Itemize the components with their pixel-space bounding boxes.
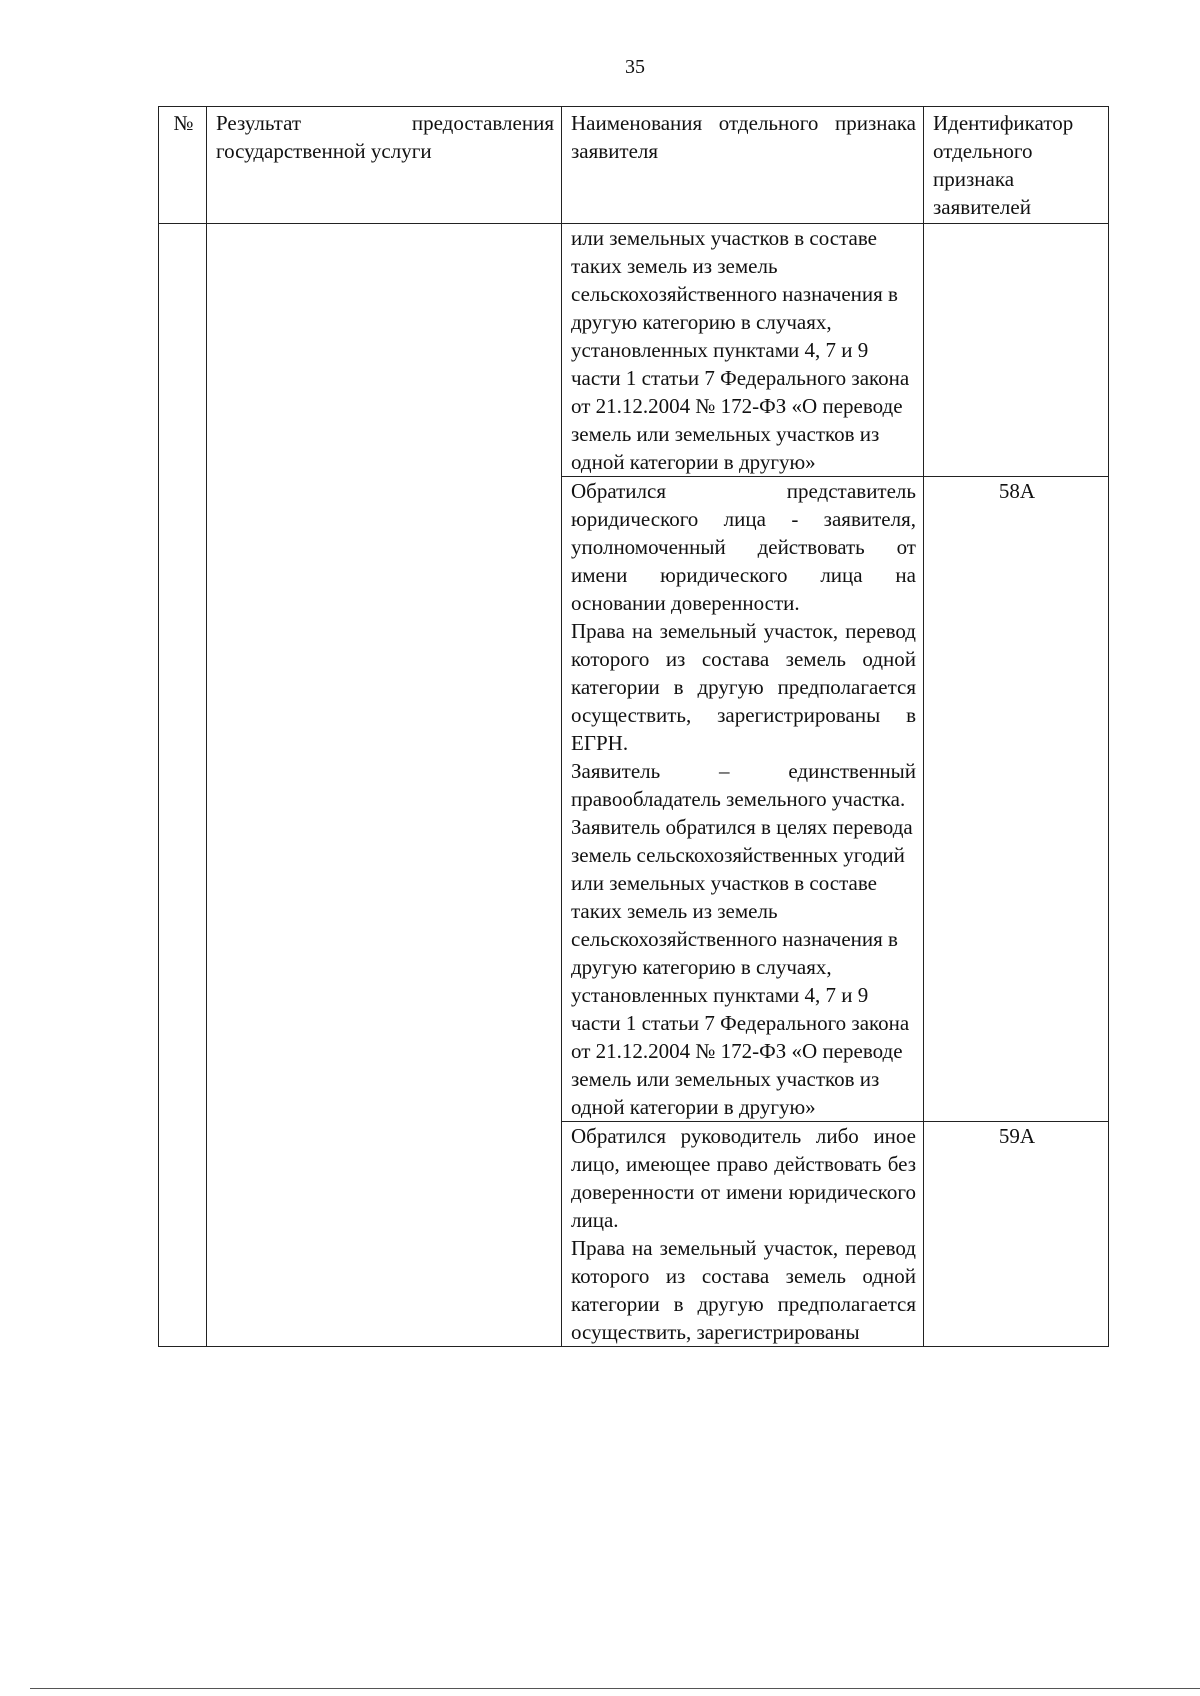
row-number-cell [159, 224, 207, 1347]
column-header-result: Результат предоставления государственной услуги [207, 107, 562, 224]
feature-paragraph: Обратился представитель юридического лица - заявителя, уполномоченный действовать от имени юридического лица на основании доверенности. [571, 479, 916, 615]
feature-paragraph: Права на земельный участок, перевод которого из состава земель одной категории в другую предполагается осуществить, зарегистрированы [571, 1236, 916, 1344]
feature-paragraph: Права на земельный участок, перевод которого из состава земель одной категории в другую предполагается осуществить, зарегистрированы в ЕГРН. [571, 619, 916, 755]
applicant-features-table [158, 106, 1109, 1347]
feature-paragraph: Заявитель обратился в целях перевода земель сельскохозяйственных угодий или земельных участков в составе таких земель из земель сельскохозяйственного назначения в другую категорию в случаях, установленных пунктами 4, 7 и 9 части 1 статьи 7 Федерального закона от 21.12.2004 № 172-ФЗ «О переводе земель или земельных участков из одной категории в другую» [571, 815, 913, 1119]
identifier-header-line: Идентификатор [933, 111, 1074, 135]
table-header-row [159, 107, 1109, 224]
row-feature-name-cell [562, 224, 924, 477]
column-header-identifier [924, 107, 1109, 224]
column-header-feature-name: Наименования отдельного признака заявителя [562, 107, 924, 224]
identifier-header-line: признака [933, 167, 1015, 191]
row-identifier-cell: 58А [924, 477, 1109, 1122]
row-identifier-cell [924, 224, 1109, 477]
feature-paragraph: Заявитель – единственный правообладатель земельного участка. [571, 759, 916, 811]
column-header-number: № [159, 107, 207, 224]
feature-paragraph: или земельных участков в составе таких земель из земель сельскохозяйственного назначения в другую категорию в случаях, установленных пунктами 4, 7 и 9 части 1 статьи 7 Федерального закона от 21.12.2004 № 172-ФЗ «О переводе земель или земельных участков из одной категории в другую» [571, 226, 910, 474]
identifier-header-line: заявителей [933, 195, 1031, 219]
row-feature-name-cell [562, 1122, 924, 1347]
scan-bottom-edge [30, 1688, 1200, 1689]
row-feature-name-cell [562, 477, 924, 1122]
page-number: 35 [625, 56, 645, 78]
identifier-header-line: отдельного [933, 139, 1033, 163]
row-result-cell [207, 224, 562, 1347]
feature-paragraph: Обратился руководитель либо иное лицо, имеющее право действовать без доверенности от имени юридического лица. [571, 1124, 916, 1232]
table-row [159, 224, 1109, 477]
row-identifier-cell: 59А [924, 1122, 1109, 1347]
